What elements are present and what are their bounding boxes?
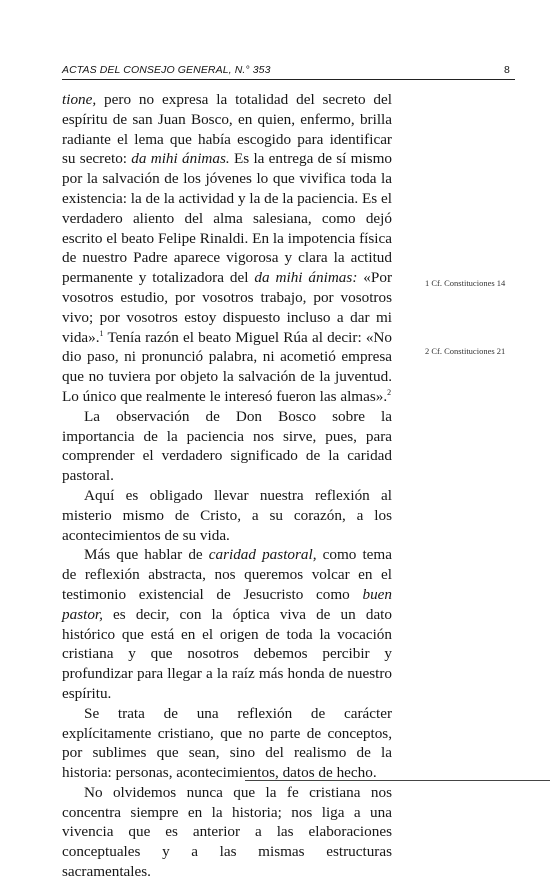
italic-text: tione, [62, 91, 97, 108]
paragraph-1 [62, 90, 392, 407]
page-number: 8 [504, 64, 510, 76]
italic-text: da mihi ánimas: [254, 269, 358, 287]
paragraph-6: No olvidemos nunca que la fe cristiana nos concentra siempre en la historia; nos liga a una vivencia que es anterior a las elaboraciones conceptuales y a las mismas estructuras sacramentales. [62, 783, 392, 881]
paragraph-4 [62, 545, 392, 703]
paragraph-text: Es la entrega de sí mismo por la salvación de los jóvenes lo que vivifica toda la existencia: la de la actividad y la de la paciencia. Es el verdadero aliento del alma salesiana, como dejó escrito el beato Felipe Rinaldi. En la impotencia física de nuestro Padre aparece vigorosa y clara la actitud permanente y totalizadora del [62, 150, 392, 287]
header-rule [62, 79, 515, 80]
paragraph-3: Aquí es obligado llevar nuestra reflexión al misterio mismo de Cristo, a su corazón, a los acontecimientos de su vida. [62, 486, 392, 544]
paragraph-text: Más que hablar de [84, 546, 209, 564]
paragraph-2: La observación de Don Bosco sobre la importancia de la paciencia nos sirve, pues, para comprender el verdadero significado de la caridad pastoral. [62, 407, 392, 485]
paragraph-text: pero no expresa la totalidad del secreto del espíritu de san Juan Bosco, en quien, enfermo, brilla radiante el lema que había escogido para identificar su secreto: [62, 91, 392, 168]
paragraph-text: como tema de reflexión abstracta, nos queremos volcar en el testimonio existencial de Jesucristo como [62, 546, 392, 603]
body-text [62, 90, 392, 882]
italic-text: buen pastor, [62, 585, 392, 623]
footer-rule [245, 780, 550, 781]
italic-text: da mihi ánimas. [131, 150, 230, 168]
footnote-ref-1: 1 [99, 328, 104, 338]
paragraph-5: Se trata de una reflexión de carácter explícitamente cristiano, que no parte de conceptos, por sublimes que sean, sino del realismo de la historia: personas, acontecimientos, datos de hecho. [62, 704, 392, 782]
paragraph-text: es decir, con la óptica viva de un dato histórico que está en el origen de toda la vocación cristiana y que nosotros debemos percibir y profundizar para llegar a la raíz más honda de nuestro espíritu. [62, 605, 392, 702]
paragraph-text: Tenía razón el beato Miguel Rúa al decir: «No dio paso, ni pronunció palabra, ni acometió empresa que no tuviera por objeto la salvación de la juventud. Lo único que realmente le interesó fueron las almas». [62, 328, 392, 405]
footnote-ref-2: 2 [387, 387, 392, 397]
header-title: ACTAS DEL CONSEJO GENERAL, N.° 353 [62, 64, 271, 76]
margin-note-1: 1 Cf. Constituciones 14 [425, 278, 506, 288]
margin-note-2: 2 Cf. Constituciones 21 [425, 346, 506, 356]
running-header [62, 62, 510, 78]
paragraph-text: «Por vosotros estudio, por vosotros trabajo, por vosotros vivo; por vosotros estoy dispuesto incluso a dar mi vida». [62, 269, 392, 346]
italic-text: caridad pastoral, [208, 546, 317, 564]
